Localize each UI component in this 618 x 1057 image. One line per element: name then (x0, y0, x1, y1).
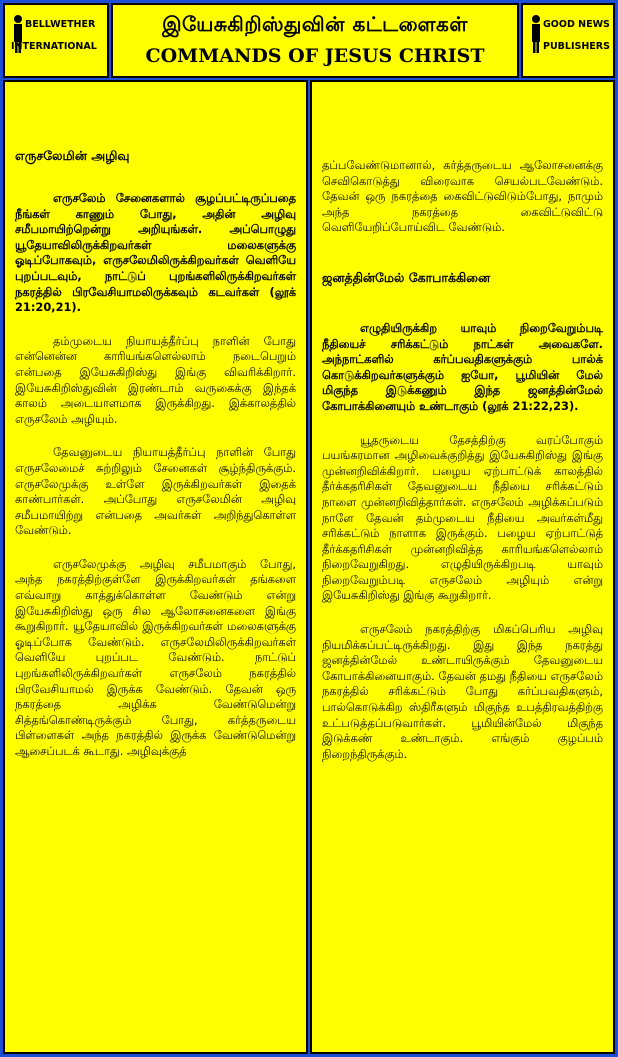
commentary-paragraph: தேவனுடைய நியாயத்தீர்ப்பு நாளின் போது எருசலேமைச் சுற்றிலும் சேனைகள் சூழ்ந்திருக்கும். எருசலேமுக்கு உள்ளே இருக்கிறவர்கள் இதைக் காண்பார்கள். அப்போது எருசலேமின் அழிவு சமீபமாயிற்று என்பதை அவர்கள் அறிந்துகொள்ள வேண்டும். (15, 445, 296, 538)
person-silhouette-icon (529, 13, 543, 55)
bellwether-logo-line1: BELLWETHER (25, 19, 96, 30)
scripture-verse: எருசலேம் சேனைகளால் சூழப்பட்டிருப்பதை நீங்கள் காணும் போது, அதின் அழிவு சமீபமாயிற்றென்று அறியுங்கள். அப்பொழுது யூதேயாவிலிருக்கிறவர்கள் மலைகளுக்கு ஓடிப்போகவும், எருசலேமிலிருக்கிறவர்கள் வெளியே புறப்படவும், நாட்டுப் புறங்களிலிருக்கிறவர்கள் நகரத்தில் பிரவேசியாமலிருக்கவும் கடவர்கள் (லூக் 21:20,21). (15, 191, 296, 315)
scripture-verse: எழுதியிருக்கிற யாவும் நிறைவேறும்படி நீதியைச் சரிக்கட்டும் நாட்கள் அவைகளே. அந்நாட்களில் கர்ப்பவதிகளுக்கும் பால்க் கொடுக்கிறவர்களுக்கும் ஐயோ, பூமியின் மேல் மிகுந்த இடுக்கணும் இந்த ஜனத்தின்மேல் கோபாக்கினையும் உண்டாகும் (லூக் 21:22,23). (322, 320, 603, 413)
continued-paragraph: தப்பவேண்டுமானால், கர்த்தருடைய ஆலோசனைக்கு செவிகொடுத்து விரைவாக செயல்படவேண்டும். தேவன் ஒரு நகரத்தை கைவிட்டுவிடும்போது, நாமும் அந்த நகரத்தை கைவிட்டுவிட்டு வெளியேறிப்போய்விட வேண்டும். (322, 158, 603, 235)
commentary-paragraph: தம்முடைய நியாயத்தீர்ப்பு நாளின் போது என்னென்ன காரியங்களெல்லாம் நடைபெறும் என்பதை இயேசுகிறிஸ்து இங்கு விவரிக்கிறார். இயேசுகிறிஸ்துவின் இரண்டாம் வருகைக்கு இந்தக் காலம் அடையாளமாக இருக்கிறது. இக்காலத்தில் எருசலேம் அழியும். (15, 333, 296, 426)
commentary-paragraph: யூதருடைய தேசத்திற்கு வரப்போகும் பயங்கரமான அழிவைக்குறித்து இயேசுகிறிஸ்து இங்கு முன்னறிவிக்கிறார். பழைய ஏற்பாட்டுக் காலத்தில் தீர்க்கதரிசிகள் தேவனுடைய நீதியை சரிக்கட்டும் நாளை முன்னறிவித்தார்கள். எருசலேம் அழிக்கப்படும் நாளே தேவன் தம்முடைய நீதியை அவர்கள்மீது சரிக்கட்டும் நாளாக இருக்கும். பழைய ஏற்பாட்டுத் தீர்க்கதரிசிகள் முன்னறிவித்த காரியங்களெல்லாம் நிறைவேறுகிறது. எழுதியிருக்கிறபடி யாவும் நிறைவேறும்படி எருசலேம் அழியும் என்று இயேசுகிறிஸ்து இங்கு கூறுகிறார். (322, 432, 603, 603)
good-news-logo-line1: GOOD NEWS (543, 19, 610, 30)
commentary-paragraph: எருசலேம் நகரத்திற்கு மிகப்பெரிய அழிவு நியமிக்கப்பட்டிருக்கிறது. இது இந்த நகரத்து ஜனத்தின்மேல் உண்டாயிருக்கும் தேவனுடைய கோபாக்கினையாகும். தேவன் தமது நீதியை எருசலேம் நகரத்தில் சரிக்கட்டும் போது கர்ப்பவதிகளும், பால்கொடுக்கிற ஸ்திரீகளும் மிகுந்த உபத்திரவத்திற்கு உட்படுத்தப்படுவார்கள். பூமியின்மேல் மிகுந்த இடுக்கண் உண்டாகும். எங்கும் குழப்பம் நிறைந்திருக்கும். (322, 622, 603, 761)
title-banner (111, 3, 519, 78)
bellwether-logo-box (3, 3, 109, 78)
english-title: COMMANDS OF JESUS CHRIST (145, 45, 485, 67)
tamil-title: இயேசுகிறிஸ்துவின் கட்டளைகள் (162, 12, 468, 36)
bellwether-logo-line2: INTERNATIONAL (11, 41, 97, 52)
good-news-logo-line2: PUBLISHERS (543, 41, 610, 52)
good-news-logo-box (521, 3, 615, 78)
commentary-paragraph: எருசலேமுக்கு அழிவு சமீபமாகும் போது, அந்த நகரத்திற்குள்ளே இருக்கிறவர்கள் தங்களை எவ்வாறு காத்துக்கொள்ள வேண்டும் என்று இயேசுகிறிஸ்து ஒரு சில ஆலோசனைகளை இங்கு கூறுகிறார். யூதேயாவில் இருக்கிறவர்கள் மலைகளுக்கு ஓடிப்போக வேண்டும். எருசலேமிலிருக்கிறவர்கள் வெளியே புறப்பட வேண்டும். நாட்டுப் புறங்களிலிருக்கிறவர்கள் எருசலேம் நகரத்தில் பிரவேசியாமல் இருக்க வேண்டும். தேவன் ஒரு நகரத்தை அழிக்க வேண்டுமென்று சித்தங்கொண்டிருக்கும் போது, கர்த்தருடைய பிள்ளைகள் அந்த நகரத்தில் இருக்க வேண்டுமென்று ஆசைப்படக் கூடாது. அழிவுக்குத் (15, 556, 296, 758)
right-column (310, 80, 615, 1054)
section-heading-jerusalem-destruction: எருசலேமின் அழிவு (15, 148, 130, 163)
section-heading-wrath-on-people: ஜனத்தின்மேல் கோபாக்கினை (322, 269, 491, 285)
left-column (3, 80, 308, 1054)
